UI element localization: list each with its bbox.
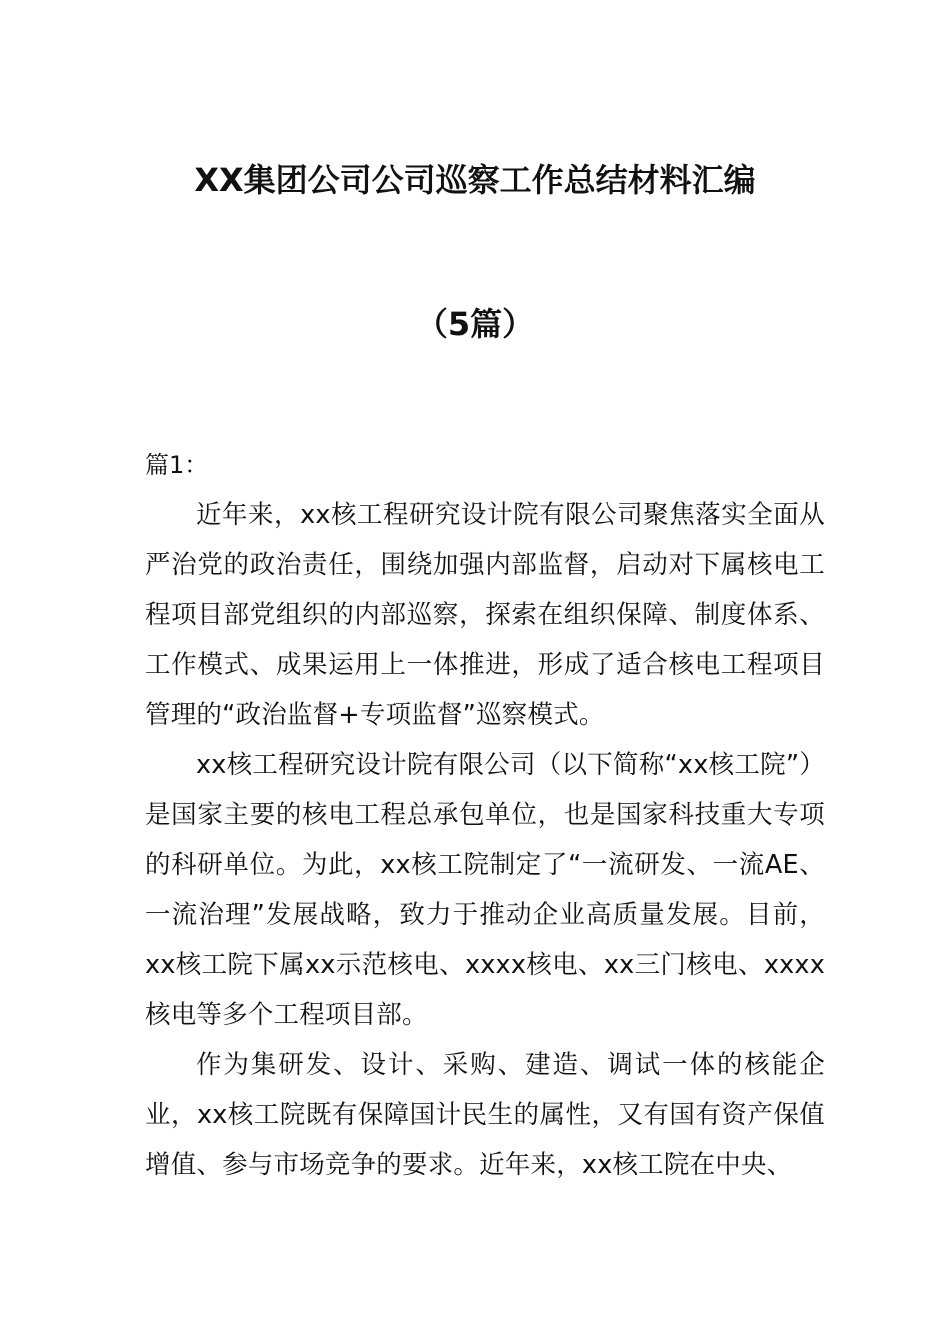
document-body: [145, 440, 825, 1190]
paragraph-1: 近年来，xx核工程研究设计院有限公司聚焦落实全面从严治党的政治责任，围绕加强内部监督，启动对下属核电工程项目部党组织的内部巡察，探索在组织保障、制度体系、工作模式、成果运用上一体推进，形成了适合核电工程项目管理的“政治监督+专项监督”巡察模式。: [145, 500, 825, 730]
document-title: XX集团公司公司巡察工作总结材料汇编: [194, 161, 756, 199]
paragraph-2: xx核工程研究设计院有限公司（以下简称“xx核工院”）是国家主要的核电工程总承包单位，也是国家科技重大专项的科研单位。为此，xx核工院制定了“一流研发、一流AE、一流治理”发展战略，致力于推动企业高质量发展。目前，xx核工院下属xx示范核电、xxxx核电、xx三门核电、xxxx核电等多个工程项目部。: [145, 750, 825, 1030]
paragraph-3: 作为集研发、设计、采购、建造、调试一体的核能企业，xx核工院既有保障国计民生的属性，又有国有资产保值增值、参与市场竞争的要求。近年来，xx核工院在中央、: [145, 1050, 825, 1180]
document-subtitle: （5篇）: [415, 305, 535, 343]
section-label: 篇1：: [145, 451, 209, 479]
